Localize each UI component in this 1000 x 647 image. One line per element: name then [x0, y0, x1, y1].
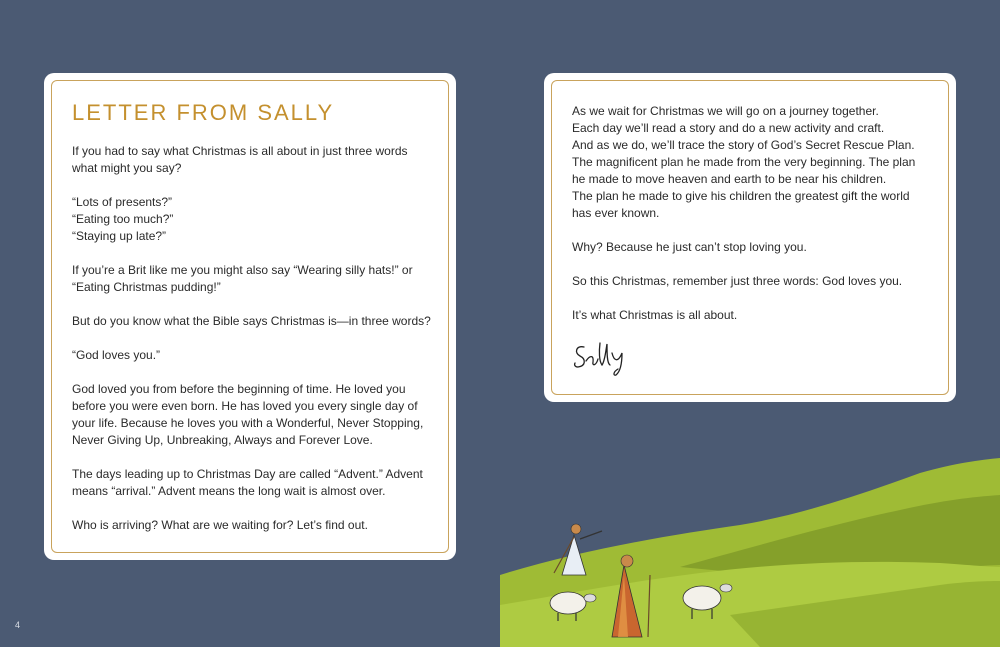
text-line: The magnificent plan he made from the very beginning. The plan: [572, 155, 916, 169]
hills-illustration: [500, 455, 1000, 647]
letter-paragraph: [72, 143, 436, 177]
letter-content-left: [72, 100, 436, 551]
text-line: If you’re a Brit like me you might also say “Wearing silly hats!” or: [72, 263, 413, 277]
text-line: means “arrival.” Advent means the long wait is almost over.: [72, 484, 386, 498]
letter-paragraph: [72, 517, 436, 534]
text-line: If you had to say what Christmas is all about in just three words: [72, 144, 408, 158]
text-line: “God loves you.”: [72, 348, 161, 362]
text-line: “Eating Christmas pudding!”: [72, 280, 221, 294]
text-line: It’s what Christmas is all about.: [572, 308, 738, 322]
letter-paragraph: [72, 347, 436, 364]
letter-paragraph: [572, 273, 936, 290]
letter-paragraph: [72, 466, 436, 500]
letter-paragraph: [72, 381, 436, 449]
letter-paragraph: [72, 194, 436, 245]
letter-paragraph: [572, 307, 936, 324]
text-line: As we wait for Christmas we will go on a journey together.: [572, 104, 879, 118]
text-line: he made to move heaven and earth to be near his children.: [572, 172, 887, 186]
text-line: So this Christmas, remember just three words: God loves you.: [572, 274, 903, 288]
letter-card-left: [44, 73, 456, 560]
text-line: The days leading up to Christmas Day are called “Advent.” Advent: [72, 467, 423, 481]
text-line: what might you say?: [72, 161, 182, 175]
page-number: 4: [15, 620, 21, 630]
letter-card-right: [544, 73, 956, 402]
text-line: “Lots of presents?”: [72, 195, 173, 209]
letter-paragraphs: [572, 103, 936, 324]
letter-content-right: [572, 103, 936, 382]
text-line: God loved you from before the beginning of time. He loved you: [72, 382, 406, 396]
text-line: And as we do, we’ll trace the story of God’s Secret Rescue Plan.: [572, 138, 915, 152]
text-line: The plan he made to give his children the greatest gift the world: [572, 189, 910, 203]
text-line: before you were even born. He has loved you every single day of: [72, 399, 418, 413]
text-line: has ever known.: [572, 206, 660, 220]
letter-paragraph: [572, 103, 936, 222]
letter-paragraph: [72, 262, 436, 296]
text-line: Each day we’ll read a story and do a new activity and craft.: [572, 121, 885, 135]
text-line: your life. Because he loves you with a Wonderful, Never Stopping,: [72, 416, 424, 430]
text-line: But do you know what the Bible says Christmas is—in three words?: [72, 314, 431, 328]
text-line: “Eating too much?”: [72, 212, 174, 226]
letter-paragraphs: [72, 143, 436, 534]
letter-title: LETTER FROM SALLY: [72, 100, 335, 125]
signature: [572, 341, 936, 382]
text-line: Who is arriving? What are we waiting for? Let’s find out.: [72, 518, 368, 532]
text-line: “Staying up late?”: [72, 229, 167, 243]
signature-icon: [572, 341, 652, 377]
letter-paragraph: [572, 239, 936, 256]
letter-paragraph: [72, 313, 436, 330]
text-line: Never Giving Up, Unbreaking, Always and Forever Love.: [72, 433, 373, 447]
text-line: Why? Because he just can’t stop loving you.: [572, 240, 807, 254]
